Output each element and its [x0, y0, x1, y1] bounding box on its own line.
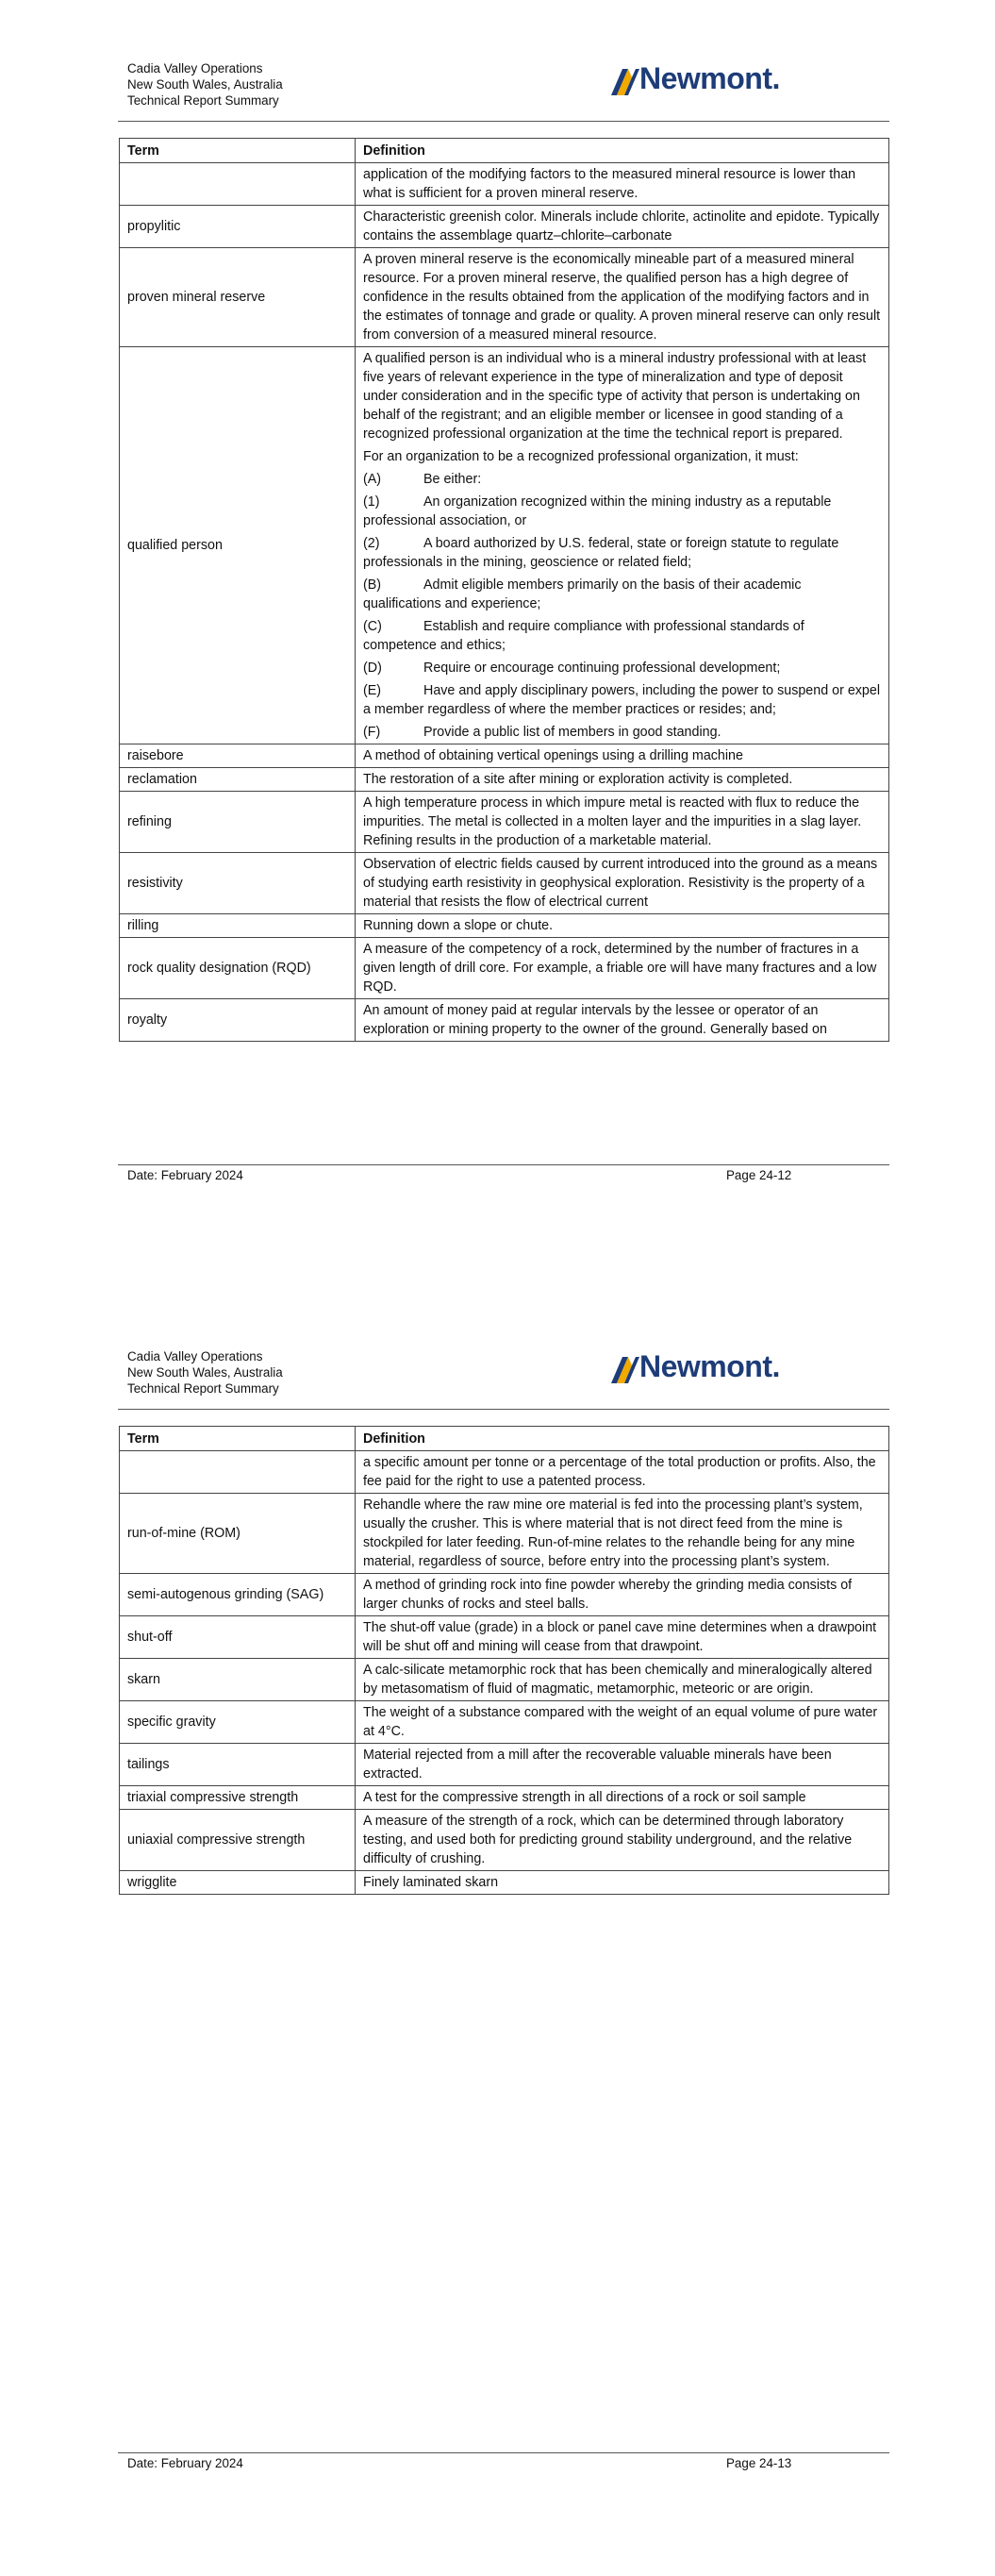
table-row — [120, 853, 889, 914]
definition-list-item — [363, 470, 881, 489]
term-cell: uniaxial compressive strength — [120, 1810, 356, 1871]
term-cell: tailings — [120, 1744, 356, 1786]
table-row — [120, 792, 889, 853]
column-header-definition: Definition — [356, 1427, 889, 1451]
definition-text: A measure of the strength of a rock, which can be determined through laboratory testing, and used both for predicting ground stability underground, and the relative difficulty of crushing. — [363, 1814, 853, 1866]
header-line: Technical Report Summary — [127, 1381, 279, 1396]
definition-list-item — [363, 493, 881, 530]
footer-page-number: Page 24-12 — [726, 1168, 792, 1182]
table-row — [120, 1871, 889, 1895]
definition-cell — [356, 248, 889, 347]
definition-cell — [356, 206, 889, 248]
definition-cell — [356, 1616, 889, 1659]
table-row — [120, 163, 889, 206]
list-item-label: (E) — [363, 683, 382, 698]
definition-list-item — [363, 576, 881, 613]
table-row — [120, 1659, 889, 1701]
term-cell: rock quality designation (RQD) — [120, 938, 356, 999]
definition-list-item — [363, 534, 881, 572]
table-row — [120, 1701, 889, 1744]
definition-text: Material rejected from a mill after the recoverable valuable minerals have been extracted. — [363, 1748, 832, 1781]
list-item-text: Establish and require compliance with professional standards of competence and ethics; — [363, 619, 804, 653]
definition-cell — [356, 1810, 889, 1871]
term-cell: triaxial compressive strength — [120, 1786, 356, 1810]
term-cell: qualified person — [120, 347, 356, 744]
term-cell — [120, 1451, 356, 1494]
term-cell — [120, 163, 356, 206]
footer-divider — [118, 1164, 889, 1165]
definition-text: A calc-silicate metamorphic rock that has been chemically and mineralogically altered by metasomatism of fluid of magmatic, metamorphic, meteoric or are origin. — [363, 1663, 872, 1697]
definition-cell — [356, 1701, 889, 1744]
term-cell: resistivity — [120, 853, 356, 914]
table-row — [120, 914, 889, 938]
definition-cell — [356, 792, 889, 853]
newmont-logo-text: Newmont. — [639, 1349, 780, 1383]
table-row — [120, 1574, 889, 1616]
term-cell: propylitic — [120, 206, 356, 248]
list-item-text: Admit eligible members primarily on the basis of their academic qualifications and experience; — [363, 577, 802, 611]
table-header-row — [120, 1427, 889, 1451]
newmont-logo — [611, 61, 790, 98]
definition-text: A measure of the competency of a rock, determined by the number of fractures in a given length of drill core. For example, a friable ore will have many fractures and a low RQD. — [363, 942, 877, 995]
definition-text: Finely laminated skarn — [363, 1875, 499, 1890]
list-item-label: (D) — [363, 661, 382, 676]
list-item-label: (A) — [363, 472, 382, 487]
header-line: New South Wales, Australia — [127, 1365, 283, 1380]
definition-text: A high temperature process in which impure metal is reacted with flux to reduce the impurities. The metal is collected in a molten layer and the impurities in a slag layer. Refining results in the production of a marketable material. — [363, 795, 862, 848]
report-header — [127, 60, 283, 109]
table-row — [120, 744, 889, 768]
table-row — [120, 248, 889, 347]
footer-page-number: Page 24-13 — [726, 2456, 792, 2470]
definition-cell — [356, 938, 889, 999]
table-row — [120, 206, 889, 248]
table-row — [120, 768, 889, 792]
definition-text: A method of obtaining vertical openings using a drilling machine — [363, 748, 743, 763]
column-header-term: Term — [120, 1427, 356, 1451]
table-row — [120, 938, 889, 999]
definition-cell — [356, 999, 889, 1042]
term-cell: skarn — [120, 1659, 356, 1701]
list-item-text: An organization recognized within the mining industry as a reputable professional association, or — [363, 494, 832, 528]
definition-text: An amount of money paid at regular intervals by the lessee or operator of an exploration or mining property to the owner of the ground. Generally based on — [363, 1003, 827, 1037]
table-row — [120, 1744, 889, 1786]
definition-cell — [356, 744, 889, 768]
term-cell: semi-autogenous grinding (SAG) — [120, 1574, 356, 1616]
newmont-logo — [611, 1349, 790, 1386]
definition-text: application of the modifying factors to the measured mineral resource is lower than what is sufficient for a proven mineral reserve. — [363, 167, 856, 201]
definition-list-item — [363, 723, 881, 742]
term-cell: run-of-mine (ROM) — [120, 1494, 356, 1574]
header-line: Cadia Valley Operations — [127, 1349, 263, 1363]
column-header-definition: Definition — [356, 139, 889, 163]
newmont-logo-mark-icon — [611, 69, 639, 95]
definition-text: Rehandle where the raw mine ore material is fed into the processing plant’s system, usually the crusher. This is where material that is not direct feed from the mine is stockpiled for later feeding. Run-of-mine relates to the rehandle being for any mine material, regardless of source, before entry into the processing plant’s system. — [363, 1497, 863, 1569]
definition-text: a specific amount per tonne or a percentage of the total production or profits. Also, the fee paid for the right to use a patented process. — [363, 1455, 876, 1489]
definition-text: The weight of a substance compared with the weight of an equal volume of pure water at 4°C. — [363, 1705, 878, 1739]
table-row — [120, 1786, 889, 1810]
list-item-label: (1) — [363, 494, 380, 510]
table-row — [120, 999, 889, 1042]
definition-text: The shut-off value (grade) in a block or panel cave mine determines when a drawpoint will be shut off and mining will cease from that drawpoint. — [363, 1620, 877, 1654]
header-divider — [118, 121, 889, 122]
header-line: Cadia Valley Operations — [127, 61, 263, 75]
newmont-logo-mark-icon — [611, 1357, 639, 1383]
term-cell: wrigglite — [120, 1871, 356, 1895]
table-header-row — [120, 139, 889, 163]
list-item-label: (2) — [363, 536, 380, 551]
term-cell: rilling — [120, 914, 356, 938]
list-item-text: Be either: — [423, 472, 482, 487]
term-cell: royalty — [120, 999, 356, 1042]
list-item-label: (B) — [363, 577, 382, 593]
table-row — [120, 1616, 889, 1659]
term-cell: proven mineral reserve — [120, 248, 356, 347]
footer-divider — [118, 2452, 889, 2453]
definition-text: Observation of electric fields caused by current introduced into the ground as a means of studying earth resistivity in geophysical exploration. Resistivity is the property of a material that resists the flow of electrical current — [363, 857, 878, 910]
definition-cell — [356, 1744, 889, 1786]
report-header — [127, 1348, 283, 1397]
definition-text: A method of grinding rock into fine powder whereby the grinding media consists of larger chunks of rocks and steel balls. — [363, 1578, 853, 1612]
definition-text: Running down a slope or chute. — [363, 918, 554, 933]
definition-cell — [356, 1786, 889, 1810]
footer-date: Date: February 2024 — [127, 2456, 243, 2470]
definition-list-item — [363, 681, 881, 719]
definition-text: For an organization to be a recognized professional organization, it must: — [363, 449, 799, 464]
header-line: New South Wales, Australia — [127, 77, 283, 92]
definition-cell — [356, 163, 889, 206]
definition-list-item — [363, 659, 881, 677]
list-item-text: Have and apply disciplinary powers, including the power to suspend or expel a member regardless of where the member practices or resides; and; — [363, 683, 880, 717]
term-cell: specific gravity — [120, 1701, 356, 1744]
list-item-text: Require or encourage continuing professional development; — [423, 661, 781, 676]
definition-text: A qualified person is an individual who is a mineral industry professional with at least five years of relevant experience in the type of mineralization and type of deposit under consideration and in the specific type of activity that person is undertaking on behalf of the registrant; and an eligible member or licensee in good standing of a recognized professional organization at the time the technical report is prepared. — [363, 351, 867, 442]
table-row — [120, 347, 889, 744]
list-item-text: Provide a public list of members in good standing. — [423, 725, 721, 740]
header-line: Technical Report Summary — [127, 93, 279, 108]
table-row — [120, 1494, 889, 1574]
column-header-term: Term — [120, 139, 356, 163]
definition-cell — [356, 853, 889, 914]
term-cell: raisebore — [120, 744, 356, 768]
table-row — [120, 1810, 889, 1871]
list-item-label: (F) — [363, 725, 381, 740]
newmont-logo-text: Newmont. — [639, 61, 780, 95]
definition-text: The restoration of a site after mining or exploration activity is completed. — [363, 772, 793, 787]
table-row — [120, 1451, 889, 1494]
definition-cell — [356, 1574, 889, 1616]
definition-cell — [356, 1659, 889, 1701]
definition-list-item — [363, 617, 881, 655]
definition-cell — [356, 1451, 889, 1494]
definition-cell — [356, 347, 889, 744]
list-item-text: A board authorized by U.S. federal, state or foreign statute to regulate professionals in the mining, geoscience or related field; — [363, 536, 839, 570]
list-item-label: (C) — [363, 619, 382, 634]
definition-text: A proven mineral reserve is the economically mineable part of a measured mineral resource. For a proven mineral reserve, the qualified person has a high degree of confidence in the results obtained from the application of the modifying factors and in the estimates of tonnage and grade or quality. A proven mineral reserve can only result from conversion of a measured mineral resource. — [363, 252, 881, 343]
page-24-13 — [0, 1288, 995, 2576]
term-cell: reclamation — [120, 768, 356, 792]
definition-cell — [356, 914, 889, 938]
glossary-table — [119, 138, 889, 1042]
definition-text: Characteristic greenish color. Minerals include chlorite, actinolite and epidote. Typically contains the assemblage quartz–chlorite–carbonate — [363, 209, 880, 243]
footer-date: Date: February 2024 — [127, 1168, 243, 1182]
term-cell: shut-off — [120, 1616, 356, 1659]
definition-cell — [356, 768, 889, 792]
definition-text: A test for the compressive strength in all directions of a rock or soil sample — [363, 1790, 806, 1805]
glossary-table — [119, 1426, 889, 1895]
header-divider — [118, 1409, 889, 1410]
definition-cell — [356, 1871, 889, 1895]
definition-cell — [356, 1494, 889, 1574]
term-cell: refining — [120, 792, 356, 853]
